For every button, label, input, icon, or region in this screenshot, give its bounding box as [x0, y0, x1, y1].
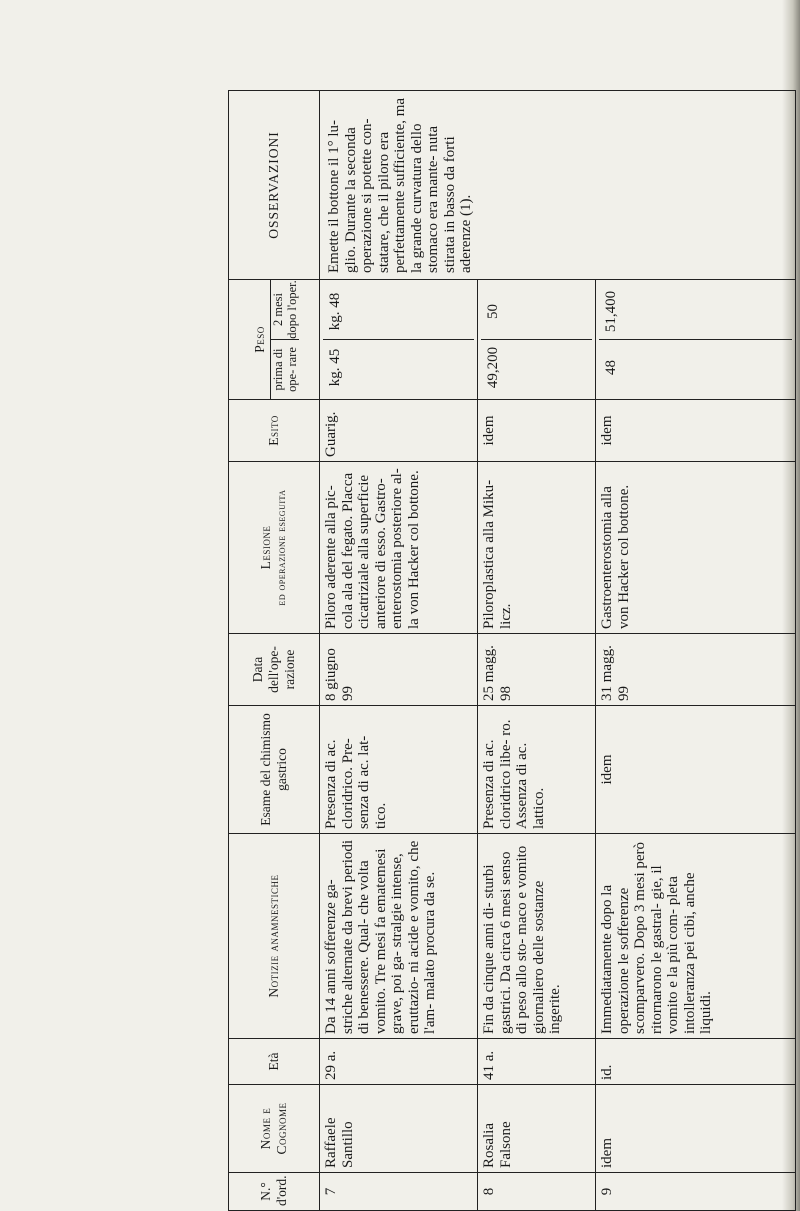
header-age: Età — [229, 1039, 320, 1085]
outcome: Guarig. — [320, 400, 478, 462]
weight-cell — [320, 280, 478, 400]
anamnesis-notes: Da 14 anni sofferenze ga- striche alternate da brevi periodi di benessere. Qual- che volta vomito. Tre mesi fa ematemesi grave, poi ga- stralgie intense, eruttazio- ni acide e vomito, che l'am- malato procura da se. — [320, 834, 478, 1039]
gastric-exam: Presenza di ac. cloridrico. Pre- senza di ac. lat- tico. — [320, 706, 478, 834]
header-weight-title: Peso — [250, 280, 271, 399]
patient-name: Rosalia Falsone — [478, 1085, 596, 1173]
weight-after: kg. 48 — [323, 284, 474, 340]
weight-before: 48 — [603, 360, 619, 375]
clinical-records-table — [228, 90, 796, 1211]
lesion-operation: Piloro aderente alla pic- cola ala del fegato. Placca cicatriziale alla superficie anteriore di esso. Gastro- enterostomia posteriore al- la von Hacker col bottone. — [320, 462, 478, 634]
patient-name: idem — [596, 1085, 796, 1173]
lesion-operation: Piloroplastica alla Miku- licz. — [478, 462, 596, 634]
rotated-table-container — [228, 91, 788, 1211]
header-exam: Esame del chimismo gastrico — [229, 706, 320, 834]
header-outcome: Esito — [229, 400, 320, 462]
weight-after: 51,400 — [599, 284, 792, 340]
weight-after: 50 — [481, 284, 592, 340]
operation-date: 8 giugno 99 — [320, 634, 478, 706]
operation-date: 25 magg. 98 — [478, 634, 596, 706]
header-weight-before: prima di ope- rare — [270, 347, 299, 392]
header-lesion-line2: ed operazione eseguita — [276, 489, 288, 606]
header-lesion-line1: Lesione — [258, 525, 273, 570]
header-weight — [229, 280, 320, 400]
anamnesis-notes: Fin da cinque anni di- sturbi gastrici. Da circa 6 mesi senso di peso allo sto- maco e vomito giornaliero delle sostanze ingerite. — [478, 834, 596, 1039]
header-date: Data dell'ope- razione — [229, 634, 320, 706]
row-number: 9 — [596, 1173, 796, 1211]
patient-age: 29 a. — [320, 1039, 478, 1085]
header-name: Nome e Cognome — [229, 1085, 320, 1173]
anamnesis-notes: Immediatamente dopo la operazione le sofferenze scomparvero. Dopo 3 mesi però ritornarono le gastral- gie, il vomito e la più com- pleta intolleranza pei cibi, anche liquidi. — [596, 834, 796, 1039]
header-weight-after: 2 mesi dopo l'oper. — [270, 280, 299, 339]
header-lesion — [229, 462, 320, 634]
operation-date: 31 magg. 99 — [596, 634, 796, 706]
lesion-operation: Gastroenterostomia alla von Hacker col bottone. — [596, 462, 796, 634]
header-notes: Notizie anamnestiche — [229, 834, 320, 1039]
weight-cell — [596, 280, 796, 400]
row-number: 8 — [478, 1173, 596, 1211]
gastric-exam: Presenza di ac. cloridrico libe- ro. Assenza di ac. lattico. — [478, 706, 596, 834]
patient-age: 41 a. — [478, 1039, 596, 1085]
patient-age: id. — [596, 1039, 796, 1085]
table-row — [320, 91, 478, 1211]
observations: Emette il bottone il 1° lu- glio. Durante la seconda operazione si potette con- statare, che il piloro era perfettamente sufficiente, ma la grande curvatura dello stomaco era mante- nuta stirata in basso da forti aderenze (1). — [320, 91, 796, 280]
weight-cell — [478, 280, 596, 400]
header-row — [229, 91, 320, 1211]
patient-name: Raffaele Santillo — [320, 1085, 478, 1173]
weight-before: kg. 45 — [327, 348, 343, 387]
header-observations: OSSERVAZIONI — [229, 91, 320, 280]
outcome: idem — [596, 400, 796, 462]
weight-before: 49,200 — [485, 346, 501, 389]
header-num: N.° d'ord. — [229, 1173, 320, 1211]
outcome: idem — [478, 400, 596, 462]
gastric-exam: idem — [596, 706, 796, 834]
row-number: 7 — [320, 1173, 478, 1211]
